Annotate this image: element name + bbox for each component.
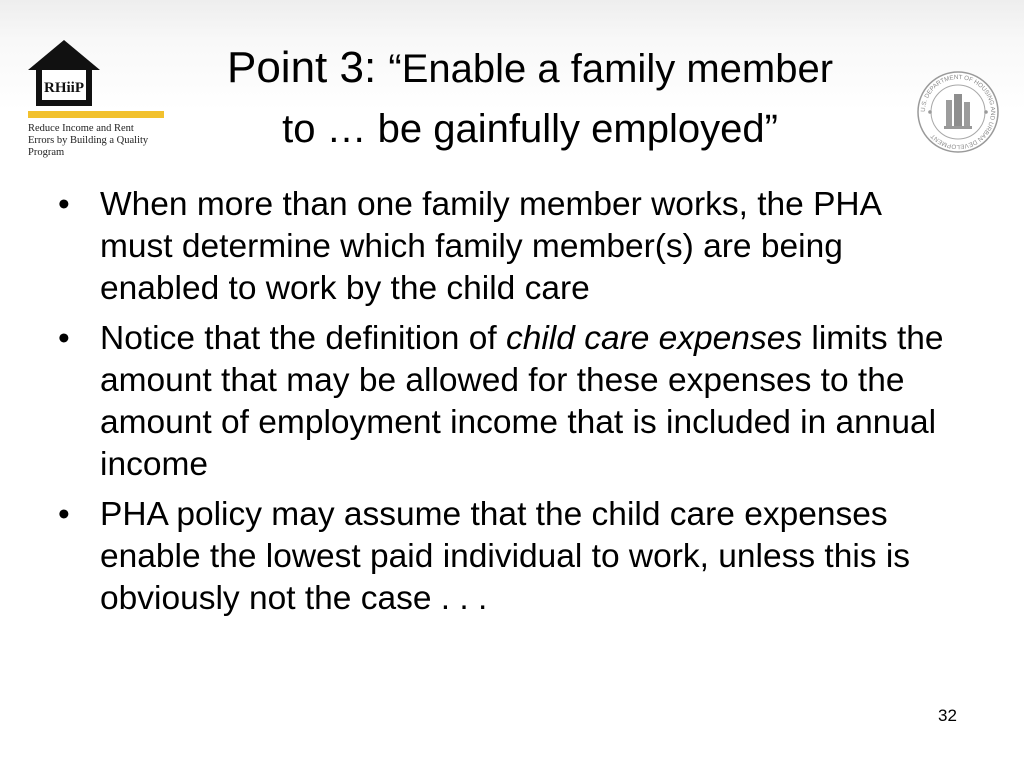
- bullet-text: When more than one family member works, the PHA must determine which family member(s) are being enabled to work by the child care: [100, 186, 881, 307]
- seal-text: U.S. DEPARTMENT OF HOUSING AND URBAN DEVELOPMENT: [919, 73, 997, 151]
- title-lead: Point 3:: [226, 43, 389, 92]
- hud-seal: [916, 70, 1000, 154]
- bullet-item: [56, 184, 956, 310]
- bullet-emphasis: child care expenses: [505, 320, 803, 357]
- bullet-marker: •: [58, 320, 70, 357]
- page-number: 32: [938, 706, 957, 725]
- title-quote-line-1: “Enable a family member: [388, 47, 834, 91]
- bullet-list: [56, 184, 956, 628]
- house-logo-icon: [24, 36, 104, 108]
- title-line-1: [120, 38, 940, 99]
- bullet-text-before: Notice that the definition of: [100, 320, 506, 357]
- bullet-marker: •: [58, 186, 70, 223]
- bullet-item: [56, 318, 956, 486]
- title-quote-line-2: to … be gainfully employed”: [282, 107, 778, 151]
- bullet-text-after: limits the amount that may be allowed for these expenses to the amount of employment income that is included in annual income: [100, 320, 944, 483]
- bullet-text: PHA policy may assume that the child care expenses enable the lowest paid individual to work, unless this is obviously not the case . . .: [100, 496, 911, 617]
- bullet-marker: •: [58, 496, 70, 533]
- hud-seal-icon: [916, 70, 1000, 154]
- bullet-item: [56, 494, 956, 620]
- logo-text: RHiiP: [44, 80, 84, 96]
- logo-caption: Reduce Income and Rent Errors by Building a Quality Program: [28, 123, 149, 158]
- slide-title: [120, 38, 940, 159]
